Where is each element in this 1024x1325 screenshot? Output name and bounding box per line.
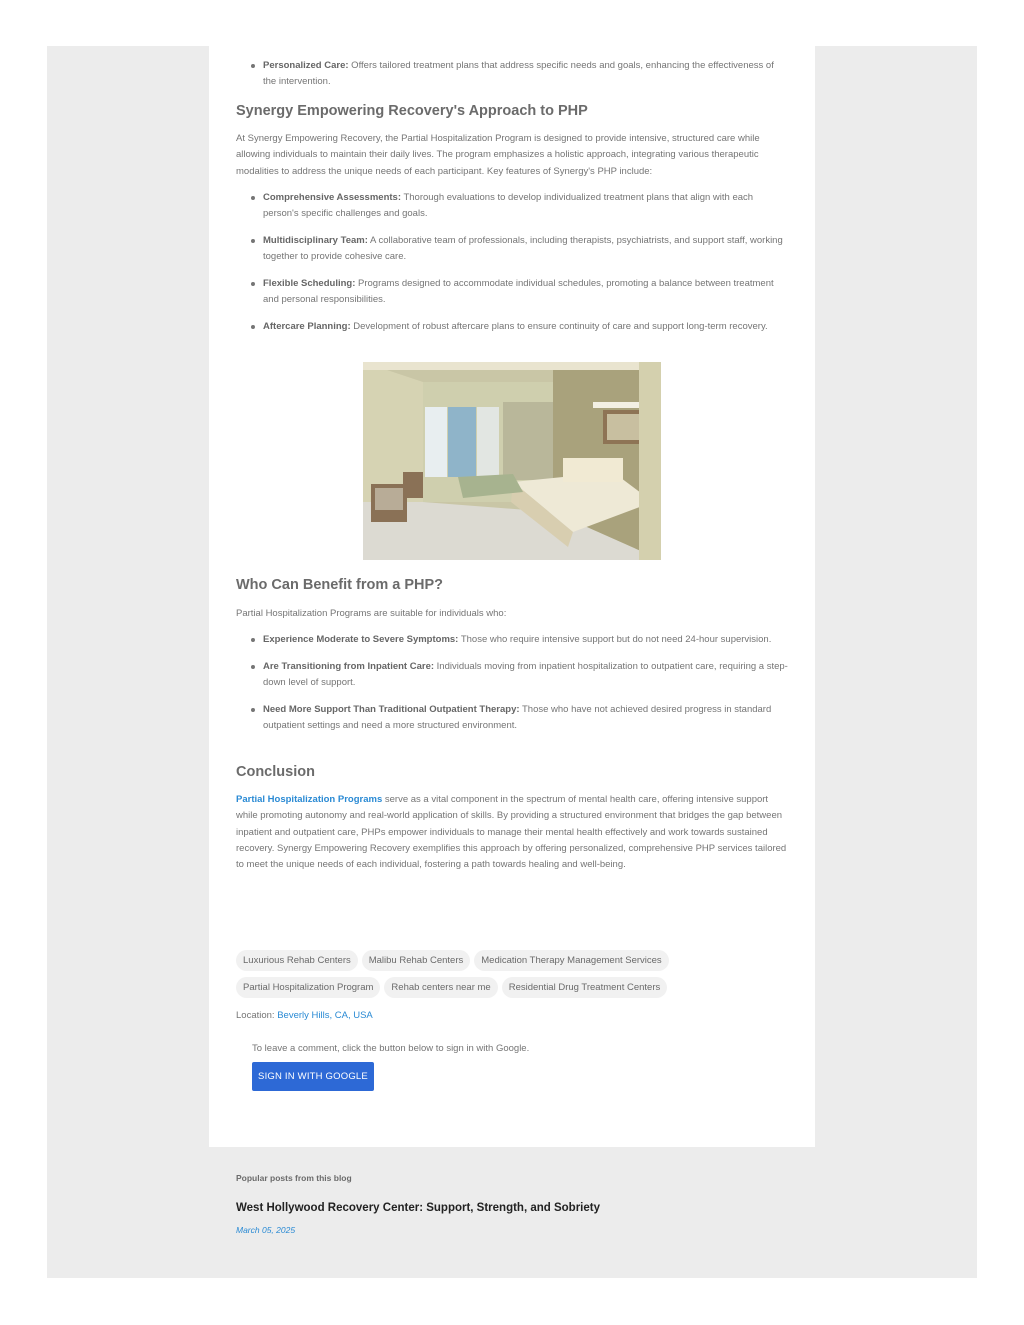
hospital-room-image [363, 362, 661, 560]
label-chip[interactable]: Medication Therapy Management Services [474, 950, 668, 971]
approach-bullets [236, 190, 788, 336]
list-item: Need More Support Than Traditional Outpatient Therapy: Those who have not achieved desired progress in standard outpatient settings and need a more structured environment. [236, 702, 788, 735]
approach-heading: Synergy Empowering Recovery's Approach to PHP [236, 103, 588, 119]
labels-row-2 [236, 977, 788, 998]
location-line: Location: Beverly Hills, CA, USA [236, 1010, 373, 1021]
label-chip[interactable]: Malibu Rehab Centers [362, 950, 471, 971]
page-frame [47, 46, 977, 1278]
benefit-heading: Who Can Benefit from a PHP? [236, 577, 444, 593]
label-chip[interactable]: Partial Hospitalization Program [236, 977, 380, 998]
label-chip[interactable]: Rehab centers near me [384, 977, 497, 998]
list-item: Aftercare Planning: Development of robust aftercare plans to ensure continuity of care and support long-term recovery. [236, 319, 788, 335]
list-item: Experience Moderate to Severe Symptoms: Those who require intensive support but do not need 24-hour supervision. [236, 632, 788, 648]
label-chip[interactable]: Residential Drug Treatment Centers [502, 977, 668, 998]
list-item: Are Transitioning from Inpatient Care: Individuals moving from inpatient hospitalization to outpatient care, requiring a step-down level of support. [236, 659, 788, 692]
conclusion-heading: Conclusion [236, 764, 315, 780]
benefit-bullets [236, 632, 788, 734]
popular-posts-heading: Popular posts from this blog [236, 1173, 352, 1183]
top-bullet-list [236, 58, 788, 91]
list-item: Comprehensive Assessments: Thorough evaluations to develop individualized treatment plans that align with each person's specific challenges and goals. [236, 190, 788, 223]
location-link[interactable]: Beverly Hills, CA, USA [277, 1010, 373, 1021]
popular-post-title[interactable]: West Hollywood Recovery Center: Support, Strength, and Sobriety [236, 1202, 601, 1214]
popular-post-date[interactable]: March 05, 2025 [236, 1225, 296, 1235]
comment-prompt: To leave a comment, click the button below to sign in with Google. [252, 1043, 530, 1054]
approach-intro: At Synergy Empowering Recovery, the Partial Hospitalization Program is designed to provide intensive, structured care while allowing individuals to maintain their daily lives. The program emphasizes a holistic approach, integrating various therapeutic modalities to address the unique needs of each participant. Key features of Synergy's PHP include: [236, 133, 760, 177]
label-chip[interactable]: Luxurious Rehab Centers [236, 950, 358, 971]
php-link[interactable]: Partial Hospitalization Programs [236, 794, 383, 805]
benefit-intro: Partial Hospitalization Programs are suitable for individuals who: [236, 608, 507, 619]
sign-in-google-button[interactable]: SIGN IN WITH GOOGLE [252, 1062, 374, 1091]
labels-row-1 [236, 950, 788, 971]
conclusion-text: Partial Hospitalization Programs serve as a vital component in the spectrum of mental health care, offering intensive support while promoting autonomy and real-world application of skills. By providing a structured environment that bridges the gap between inpatient and outpatient care, PHPs empower individuals to manage their mental health effectively and work towards sustained recovery. Synergy Empowering Recovery exemplifies this approach by offering personalized, comprehensive PHP services tailored to meet the unique needs of each individual, fostering a path towards healing and well-being. [236, 794, 787, 871]
list-item: Personalized Care: Offers tailored treatment plans that address specific needs and goals, enhancing the effectiveness of the intervention. [236, 58, 788, 91]
list-item: Multidisciplinary Team: A collaborative team of professionals, including therapists, psychiatrists, and support staff, working together to provide cohesive care. [236, 233, 788, 266]
list-item: Flexible Scheduling: Programs designed to accommodate individual schedules, promoting a balance between treatment and personal responsibilities. [236, 276, 788, 309]
post-body [209, 46, 815, 1147]
